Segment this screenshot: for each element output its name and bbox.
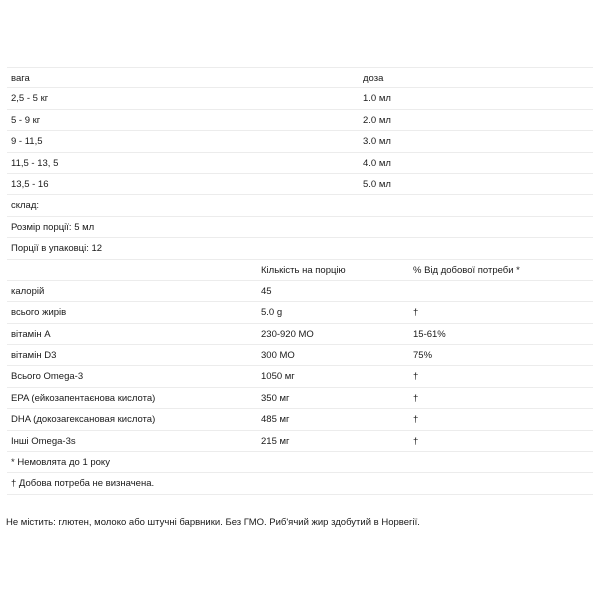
nutrient-name: DHA (докозагексановая кислота) (11, 414, 156, 426)
nutrient-amount: 300 МО (261, 350, 295, 362)
serving-size: Розмір порції: 5 мл (11, 221, 95, 233)
nutrient-daily-value: † (413, 435, 419, 447)
nutrient-row (7, 388, 593, 409)
nutrient-amount: 1050 мг (261, 371, 295, 383)
nutrition-header-row (7, 260, 593, 281)
serving-size-row (7, 217, 593, 238)
nutrient-row (7, 281, 593, 302)
composition-title: склад: (11, 200, 40, 212)
nutrient-name: всього жирів (11, 307, 67, 319)
dosage-dose: 4.0 мл (363, 157, 391, 169)
nutrient-daily-value: † (413, 414, 419, 426)
weight-header: вага (11, 73, 30, 84)
dosage-header-row (7, 67, 593, 88)
nutrient-row (7, 302, 593, 323)
nutrient-daily-value: † (413, 392, 419, 404)
nutrient-row (7, 431, 593, 452)
nutrient-name: Інші Omega-3s (11, 435, 76, 447)
dosage-dose: 5.0 мл (363, 178, 391, 190)
composition-title-row (7, 195, 593, 216)
dosage-row (7, 88, 593, 109)
dosage-dose: 1.0 мл (363, 93, 391, 105)
nutrient-daily-value: † (413, 307, 419, 319)
nutrient-name: калорій (11, 285, 45, 297)
dosage-row (7, 174, 593, 195)
dosage-weight: 2,5 - 5 кг (11, 93, 49, 105)
nutrient-name: Всього Omega-3 (11, 371, 84, 383)
nutrient-amount: 5.0 g (261, 307, 283, 319)
nutrient-row (7, 345, 593, 366)
nutrient-amount: 230-920 МО (261, 328, 314, 340)
nutrient-row (7, 366, 593, 387)
dosage-dose: 3.0 мл (363, 136, 391, 148)
dosage-dose: 2.0 мл (363, 114, 391, 126)
dosage-weight: 9 - 11,5 (11, 136, 43, 148)
nutrient-amount: 215 мг (261, 435, 290, 447)
nutrient-name: EPA (ейкозапентаєнова кислота) (11, 392, 156, 404)
nutrient-daily-value: 15-61% (413, 328, 446, 340)
dosage-row (7, 131, 593, 152)
footnote-row (7, 473, 593, 494)
footnote-infants: * Немовлята до 1 року (11, 457, 110, 469)
servings-per-container-row (7, 238, 593, 259)
dosage-weight: 5 - 9 кг (11, 114, 41, 126)
amount-header: Кількість на порцію (261, 264, 346, 276)
dose-header: доза (363, 73, 384, 84)
dosage-weight: 11,5 - 13, 5 (11, 157, 59, 169)
nutrient-daily-value: † (413, 371, 419, 383)
servings-per-container: Порції в упаковці: 12 (11, 243, 103, 255)
nutrient-amount: 350 мг (261, 392, 290, 404)
dosage-row (7, 153, 593, 174)
nutrient-name: вітамін А (11, 328, 51, 340)
nutrient-name: вітамін D3 (11, 350, 57, 362)
footnote-daily-value: † Добова потреба не визначена. (11, 478, 155, 490)
footnote-row (7, 452, 593, 473)
dosage-weight: 13,5 - 16 (11, 178, 49, 190)
free-from-statement: Не містить: глютен, молоко або штучні барвники. Без ГМО. Риб'ячий жир здобутий в Норвегії. (6, 517, 420, 528)
nutrient-row (7, 324, 593, 345)
nutrient-row (7, 409, 593, 430)
dosage-row (7, 110, 593, 131)
nutrient-amount: 45 (261, 285, 272, 297)
nutrient-daily-value: 75% (413, 350, 433, 362)
nutrition-document (7, 67, 593, 495)
daily-value-header: % Від добової потреби * (413, 264, 520, 276)
nutrient-amount: 485 мг (261, 414, 290, 426)
